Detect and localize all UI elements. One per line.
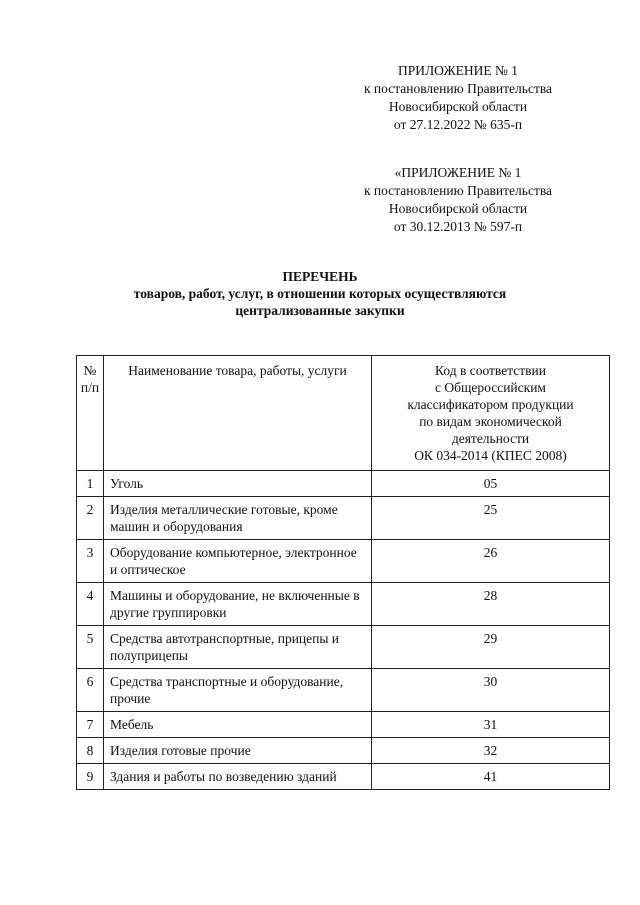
table-row <box>77 712 610 738</box>
row-name-text: Средства транспортные и оборудование, прочие <box>110 674 344 706</box>
row-number: 3 <box>77 540 104 583</box>
row-code: 30 <box>372 669 610 712</box>
row-name-text: Уголь <box>110 476 144 491</box>
header-number <box>77 356 104 471</box>
header-number-line: п/п <box>80 380 100 395</box>
row-name-text: Оборудование компьютерное, электронное и оптическое <box>110 545 357 577</box>
table-row <box>77 540 610 583</box>
row-name <box>104 540 372 583</box>
row-name-text: Изделия металлические готовые, кроме машин и оборудования <box>110 502 338 534</box>
header-code <box>372 356 610 471</box>
row-name <box>104 626 372 669</box>
row-number: 4 <box>77 583 104 626</box>
procurement-table <box>76 355 610 790</box>
table-row <box>77 669 610 712</box>
row-code: 32 <box>372 738 610 764</box>
row-number: 6 <box>77 669 104 712</box>
appendix-original-line: от 30.12.2013 № 597-п <box>393 219 523 234</box>
header-code-line: деятельности <box>451 431 530 446</box>
row-code: 31 <box>372 712 610 738</box>
appendix-original-line: к постановлению Правительства <box>363 183 553 198</box>
appendix-current-block <box>338 62 578 134</box>
row-name <box>104 583 372 626</box>
appendix-current-line: от 27.12.2022 № 635-п <box>393 117 523 132</box>
appendix-original-line: «ПРИЛОЖЕНИЕ № 1 <box>394 165 522 180</box>
row-name-text: Здания и работы по возведению зданий <box>110 769 337 784</box>
row-code: 41 <box>372 764 610 790</box>
header-number-line: № <box>83 363 97 378</box>
row-name-text: Машины и оборудование, не включенные в другие группировки <box>110 588 360 620</box>
header-name: Наименование товара, работы, услуги <box>104 356 372 471</box>
appendix-current-line: ПРИЛОЖЕНИЕ № 1 <box>397 63 519 78</box>
row-code: 28 <box>372 583 610 626</box>
row-number: 2 <box>77 497 104 540</box>
appendix-original-line: Новосибирской области <box>388 201 528 216</box>
title-heading: ПЕРЕЧЕНЬ <box>282 269 358 284</box>
appendix-original-block <box>338 164 578 236</box>
row-name-text: Изделия готовые прочие <box>110 743 251 758</box>
row-number: 9 <box>77 764 104 790</box>
header-code-line: Код в соответствии <box>435 363 546 378</box>
header-code-line: классификатором продукции <box>407 397 574 412</box>
row-name <box>104 764 372 790</box>
row-number: 8 <box>77 738 104 764</box>
row-name-text: Средства автотранспортные, прицепы и полуприцепы <box>110 631 340 663</box>
row-name <box>104 471 372 497</box>
header-code-line: ОК 034-2014 (КПЕС 2008) <box>414 448 567 463</box>
row-code: 05 <box>372 471 610 497</box>
title-line: централизованные закупки <box>235 303 405 318</box>
row-code: 26 <box>372 540 610 583</box>
appendix-current-line: Новосибирской области <box>388 99 528 114</box>
title-line: товаров, работ, услуг, в отношении которых осуществляются <box>133 286 507 301</box>
row-name <box>104 497 372 540</box>
table-row <box>77 471 610 497</box>
header-code-line: по видам экономической <box>419 414 562 429</box>
table-row <box>77 738 610 764</box>
table-row <box>77 626 610 669</box>
row-number: 5 <box>77 626 104 669</box>
header-code-line: с Общероссийским <box>435 380 546 395</box>
table-row <box>77 583 610 626</box>
appendix-current-line: к постановлению Правительства <box>363 81 553 96</box>
row-name <box>104 669 372 712</box>
row-name <box>104 738 372 764</box>
row-code: 25 <box>372 497 610 540</box>
table-row <box>77 497 610 540</box>
row-name <box>104 712 372 738</box>
table-header-row <box>77 356 610 471</box>
document-title <box>0 268 640 319</box>
row-number: 7 <box>77 712 104 738</box>
row-number: 1 <box>77 471 104 497</box>
table-row <box>77 764 610 790</box>
row-code: 29 <box>372 626 610 669</box>
row-name-text: Мебель <box>110 717 154 732</box>
